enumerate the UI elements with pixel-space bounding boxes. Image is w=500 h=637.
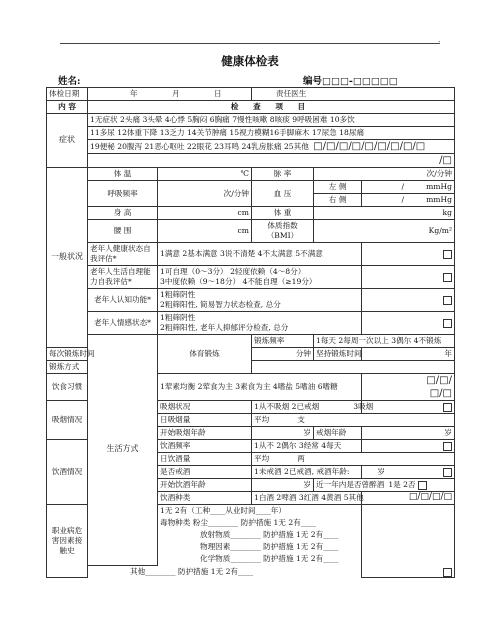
ex-years-label: 坚持锻炼时间: [314, 348, 362, 361]
general-section-label: 一般状况: [47, 168, 88, 348]
drink-amount-field[interactable]: 平均 两: [252, 453, 455, 466]
weight-label: 体 重: [252, 207, 314, 220]
elder-emo-checkbox[interactable]: [362, 312, 455, 335]
ex-freq-options: 1每天 2每周一次以上 3偶尔 4不锻炼: [314, 335, 455, 348]
occ-line-1: 1无 2有（工种____从业时间____年）: [158, 505, 362, 518]
bp-right-label: 右 侧: [314, 194, 362, 207]
pulse-label: 脉 率: [252, 168, 314, 181]
diet-label: 饮食习惯: [47, 374, 88, 401]
doctor-field[interactable]: 责任医生: [252, 88, 455, 101]
waist-field[interactable]: cm: [158, 220, 252, 243]
symptoms-checkbox-last[interactable]: /□: [88, 154, 455, 168]
ex-way-field[interactable]: [252, 361, 455, 374]
corner-dot: .: [438, 36, 441, 44]
drink-type-label: 饮酒种类: [158, 492, 252, 505]
diet-checkboxes[interactable]: □/□/ □/□: [362, 374, 455, 401]
date-field[interactable]: 年 月 日: [88, 88, 252, 101]
drink-type-options: 1白酒 2啤酒 3红酒 4黄酒 5其他: [252, 492, 362, 505]
drink-quit-checkbox[interactable]: [362, 466, 455, 479]
drink-quit-options: 1未戒酒 2已戒酒, 戒酒年龄: 岁: [252, 466, 362, 479]
resp-label: 呼吸频率: [88, 181, 158, 207]
lifestyle-section-label: 生活方式: [88, 335, 158, 566]
elder-cog-label: 老年人认知功能*: [88, 289, 158, 312]
smoke-quit-label: 戒烟年龄: [314, 427, 362, 440]
waist-label: 腰 围: [88, 220, 158, 243]
bmi-label: 体质指数 （BMI）: [252, 220, 314, 243]
smoke-label: 吸烟情况: [47, 401, 88, 440]
elder-health-checkbox[interactable]: [362, 243, 455, 266]
ex-time-field[interactable]: 分钟: [252, 348, 314, 361]
smoke-status-options: 1从不吸烟 2已戒烟 3吸烟: [252, 401, 362, 414]
elder-emo-options: 1粗筛阴性 2粗筛阳性, 老年人抑郁评分检查, 总分: [158, 312, 362, 335]
content-header: 内 容: [47, 101, 88, 114]
elder-care-label: 老年人生活自理能力自我评估*: [88, 266, 158, 289]
drink-quit-label: 是否戒酒: [158, 466, 252, 479]
top-rule: [60, 43, 440, 44]
elder-emo-label: 老年人情感状态*: [88, 312, 158, 335]
drink-type-checkboxes[interactable]: □/□/□/□: [362, 492, 455, 505]
elder-cog-options: 1粗筛阴性 2粗筛阳性, 简易智力状态检查, 总分: [158, 289, 362, 312]
drink-drunk-field[interactable]: 近一年内是否曾醉酒 1是 2否: [314, 479, 455, 492]
name-label: 姓名:: [58, 76, 81, 87]
symptoms-checkboxes[interactable]: □/□/□/□/□/□/□/□/□: [313, 141, 426, 152]
drink-start-label: 开始饮酒年龄: [158, 479, 252, 492]
symptoms-line-2: 11多尿 12体重下降 13乏力 14关节肿痛 15视力模糊16手脚麻木 17尿急 18尿痛: [88, 127, 455, 140]
temp-label: 体 温: [88, 168, 158, 181]
exercise-label: 体育锻炼: [158, 335, 252, 374]
occ-line-6: 其他________ 防护措施 1无 2有____: [88, 565, 314, 578]
page-title: 健康体检表: [221, 54, 279, 68]
weight-field[interactable]: kg: [314, 207, 455, 220]
smoke-start-field[interactable]: 岁: [252, 427, 314, 440]
symptoms-line-3[interactable]: 19便秘 20腹泻 21恶心呕吐 22眼花 23耳鸣 24乳房胀痛 25其他 □/□/□/□/□/□/□/□/□: [88, 140, 455, 154]
drink-freq-label: 饮酒频率: [158, 440, 252, 453]
elder-cog-checkbox[interactable]: [362, 289, 455, 312]
bp-label: 血 压: [252, 181, 314, 207]
temp-field[interactable]: ℃: [158, 168, 252, 181]
occ-line-2: 毒物种类 粉尘________ 防护措施 1无 2有____: [158, 517, 362, 529]
date-label: 体检日期: [47, 88, 88, 101]
elder-care-options: 1可自理（0～3分） 2轻度依赖（4～8分） 3中度依赖（9～18分） 4不能自理（≥19分）: [158, 266, 362, 289]
height-field[interactable]: cm: [158, 207, 252, 220]
id-label: 编号□□□-□□□□□: [303, 76, 398, 87]
symptoms-line-1: 1无症状 2头痛 3头晕 4心悸 5胸闷 6胸痛 7慢性咳嗽 8咳痰 9呼吸困难 10多饮: [88, 114, 455, 127]
smoke-quit-field[interactable]: 岁: [362, 427, 455, 440]
elder-care-checkbox[interactable]: [362, 266, 455, 289]
ex-time-label: 每次锻炼时间: [47, 348, 88, 361]
ex-years-field[interactable]: 年: [362, 348, 455, 361]
occ-label: 职业病危害因素接触史: [47, 505, 88, 578]
drink-start-field[interactable]: 岁: [252, 479, 314, 492]
smoke-status-checkbox[interactable]: [362, 401, 455, 414]
items-header: 检 查 项 目: [88, 101, 455, 114]
smoke-status-label: 吸烟状况: [158, 401, 252, 414]
symptoms-section-label: 症状: [47, 114, 88, 168]
smoke-amount-label: 日吸烟量: [158, 414, 252, 427]
bp-right-field[interactable]: / mmHg: [362, 194, 455, 207]
smoke-start-label: 开始吸烟年龄: [158, 427, 252, 440]
bp-left-field[interactable]: / mmHg: [362, 181, 455, 194]
elder-health-label: 老年人健康状态自我评估*: [88, 243, 158, 266]
health-form-table: [46, 87, 455, 578]
drink-label: 饮酒情况: [47, 440, 88, 505]
diet-options: 1荤素均衡 2荤食为主 3素食为主 4嗜盐 5嗜油 6嗜糖: [158, 374, 362, 401]
occ-line-5: 化学物质________ 防护措施 1无 2有____: [158, 553, 362, 565]
drink-freq-checkbox[interactable]: [362, 440, 455, 453]
drink-amount-label: 日饮酒量: [158, 453, 252, 466]
pulse-field[interactable]: 次/分钟: [314, 168, 455, 181]
drink-freq-options: 1从不 2偶尔 3经常 4每天: [252, 440, 362, 453]
occ-checkbox[interactable]: [362, 505, 455, 578]
smoke-amount-field[interactable]: 平均 支: [252, 414, 455, 427]
occ-line-4: 物理因素________ 防护措施 1无 2有____: [158, 541, 362, 553]
bmi-field[interactable]: Kg/m²: [314, 220, 455, 243]
ex-freq-label: 锻炼频率: [252, 335, 314, 348]
occ-line-3: 放射物质________ 防护措施 1无 2有____: [158, 529, 362, 541]
ex-way-label: 锻炼方式: [47, 361, 88, 374]
resp-field[interactable]: 次/分钟: [158, 181, 252, 207]
elder-health-options: 1满意 2基本满意 3说不清楚 4不太满意 5不满意: [158, 243, 362, 266]
height-label: 身 高: [88, 207, 158, 220]
bp-left-label: 左 侧: [314, 181, 362, 194]
